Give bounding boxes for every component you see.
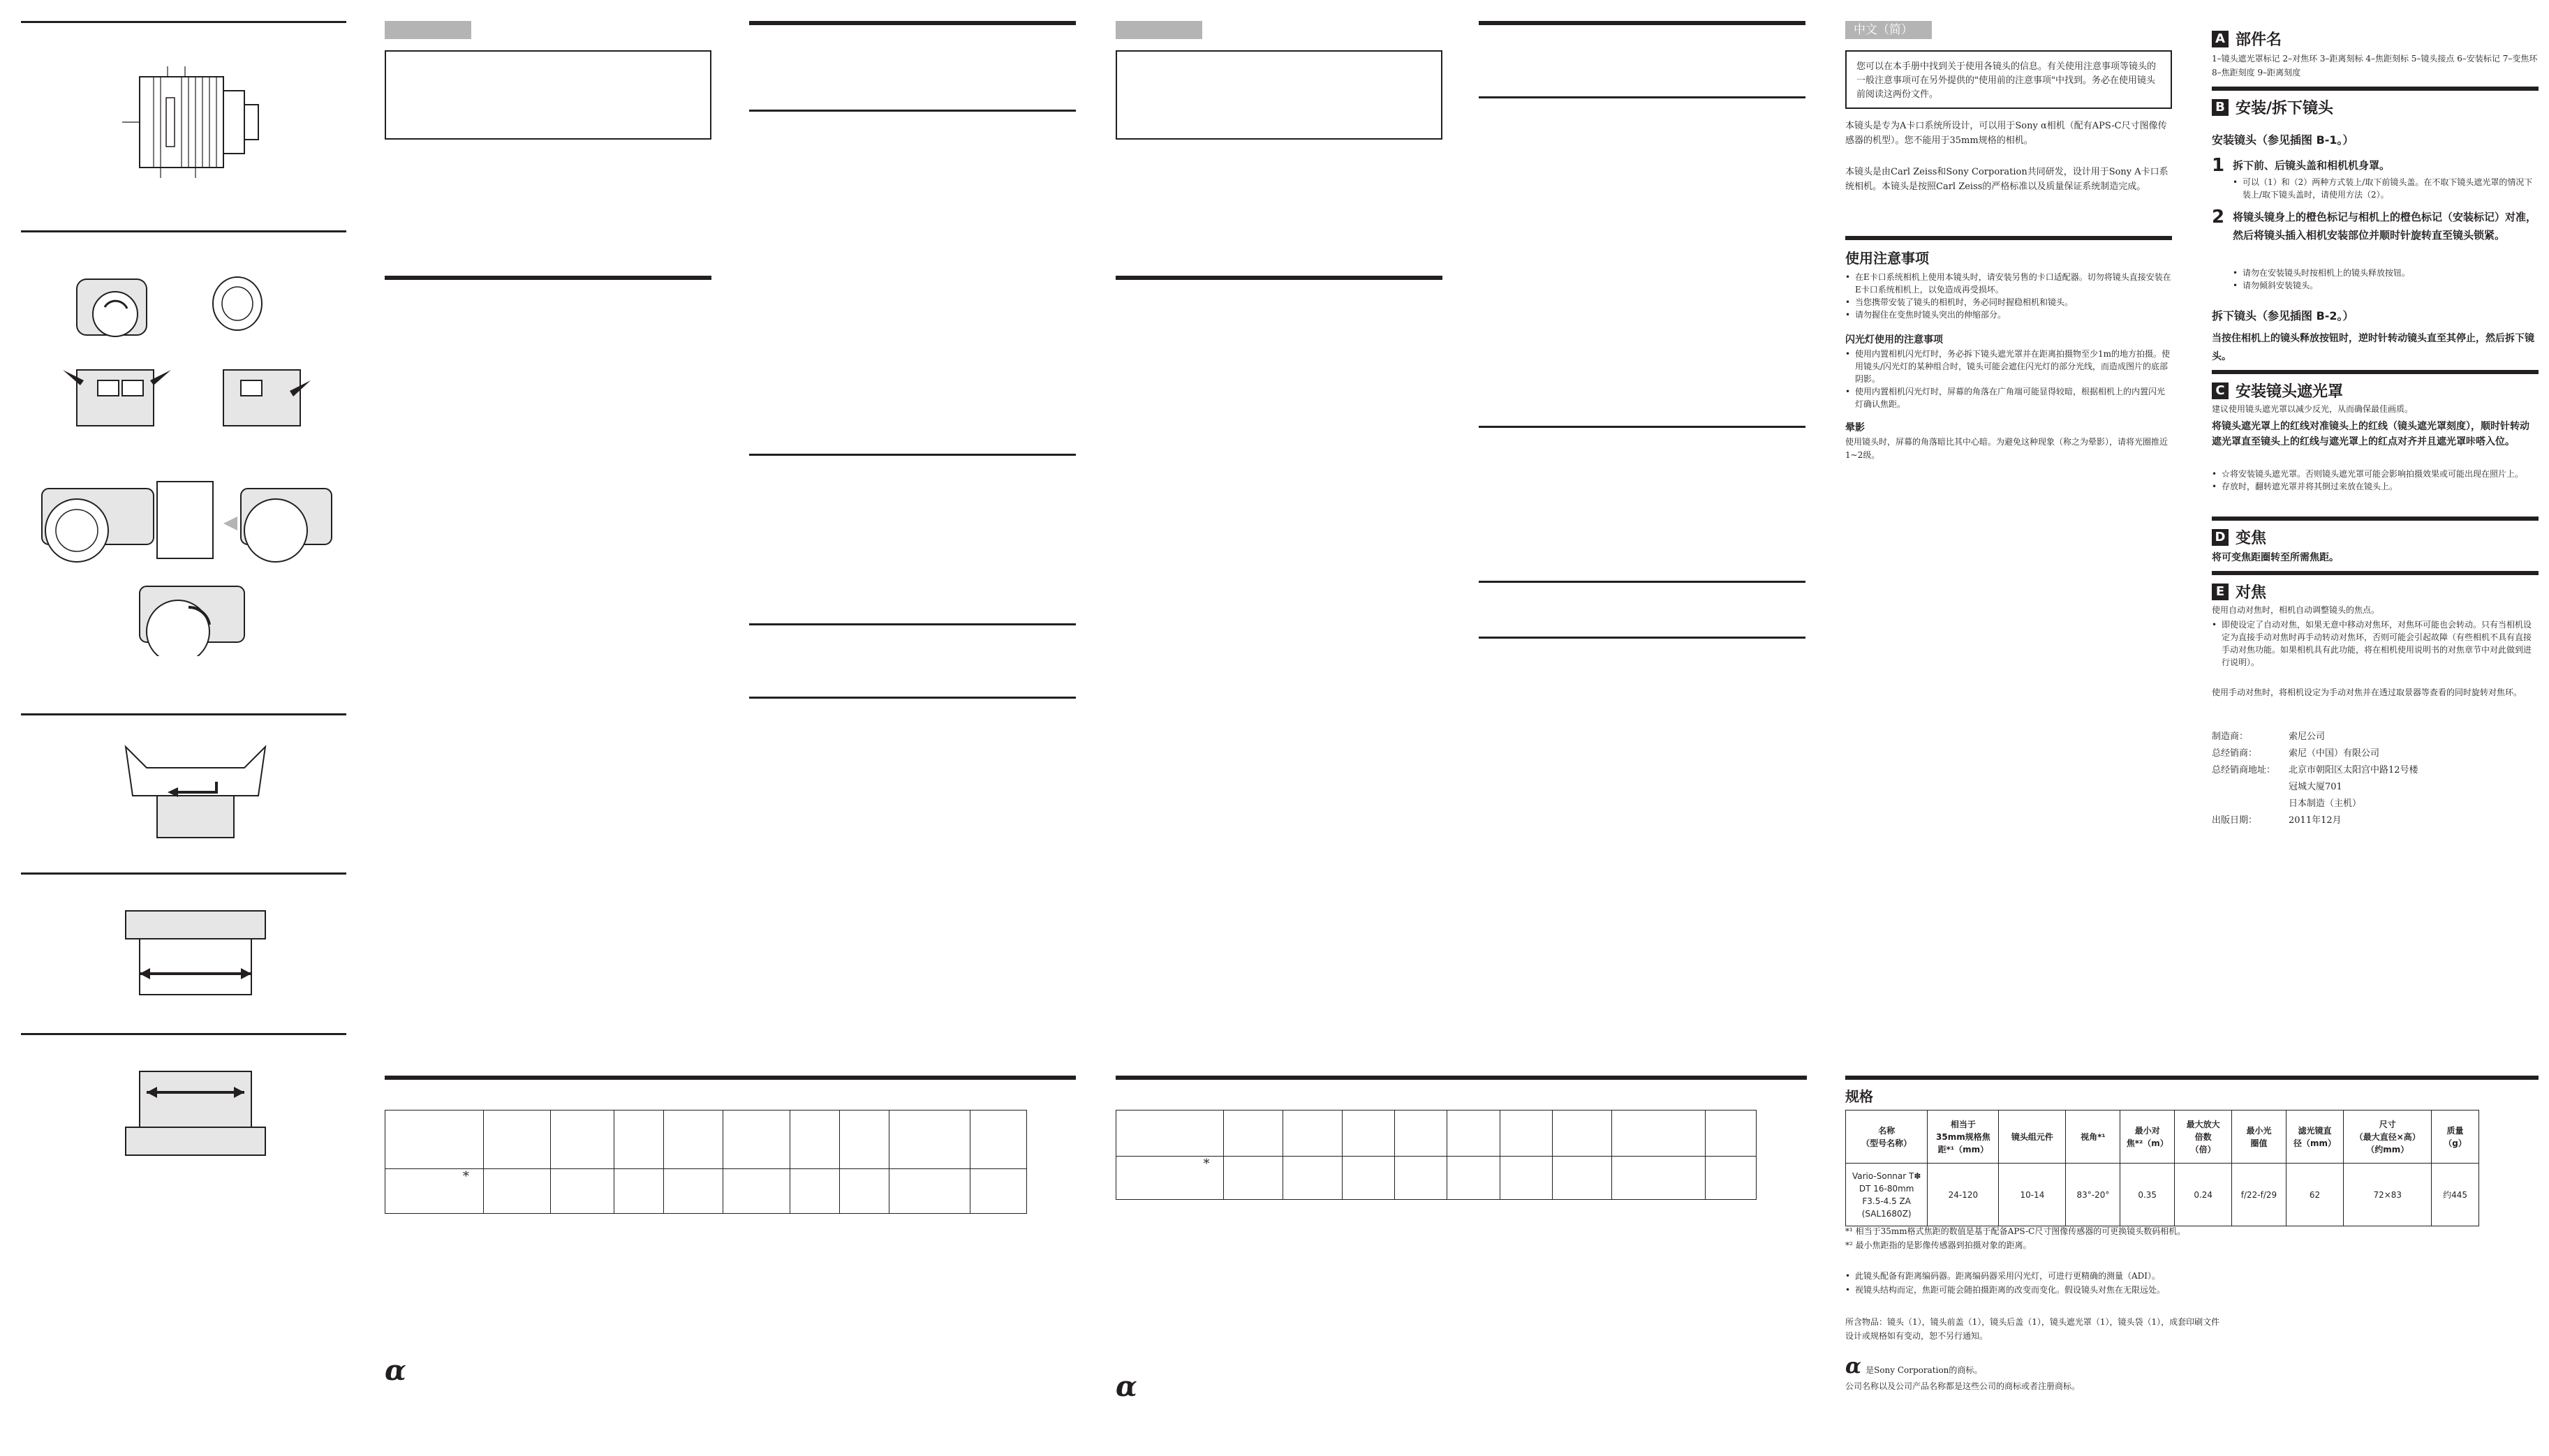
blank-box <box>1116 50 1442 140</box>
divider <box>749 697 1076 699</box>
divider <box>749 21 1076 25</box>
spec-cell: 24-120 <box>1928 1164 1999 1226</box>
divider <box>385 276 711 280</box>
lens-parts-illustration <box>112 63 293 188</box>
mount-heading <box>2212 96 2333 118</box>
list-item: • 此镜头配备有距离编码器。距离编码器采用闪光灯，可进行更精确的测量（ADI）。 <box>1845 1269 2539 1283</box>
hood-instruction: 将镜头遮光罩上的红线对准镜头上的红线（镜头遮光罩刻度），顺时针转动遮光罩直至镜头上的红线与遮光罩上的红点对齐并且遮光罩咔嗒入位。 <box>2212 421 2529 447</box>
divider <box>2212 87 2539 91</box>
trademark-line <box>1845 1354 1982 1379</box>
divider <box>1116 276 1442 280</box>
label: 出版日期： <box>2212 815 2258 826</box>
divider <box>1479 581 1805 583</box>
hood-notes <box>2212 468 2539 493</box>
step-1-notes <box>2233 176 2539 201</box>
spec-header: 相当于 35mm规格焦 距*¹（mm） <box>1928 1110 1999 1164</box>
hood-text: 建议使用镜头遮光罩以减少反光，从而确保最佳画质。 <box>2212 404 2414 414</box>
divider <box>749 454 1076 456</box>
lens-hood-illustration <box>119 740 272 845</box>
attach-lens-illustration <box>28 475 342 656</box>
spec-header: 最小对 焦*²（m） <box>2120 1110 2175 1164</box>
blank-tab <box>385 21 471 39</box>
included-text: 所含物品：镜头（1），镜头前盖（1），镜头后盖（1），镜头遮光罩（1），镜头袋（1），成套印刷文件 <box>1845 1317 2220 1327</box>
divider <box>2212 370 2539 374</box>
spec-header: 质量 （g） <box>2432 1110 2479 1164</box>
divider <box>1479 637 1805 639</box>
alpha-logo: α <box>385 1354 406 1387</box>
parts-heading <box>2212 28 2282 50</box>
footnote: *² 最小焦距指的是影像传感器到拍摄对象的距离。 <box>1845 1240 2032 1250</box>
spec-cell: 72×83 <box>2344 1164 2432 1226</box>
language-tab: 中文（简） <box>1845 21 1932 39</box>
spec-header: 镜头组元件 <box>1999 1110 2066 1164</box>
detach-text: 当按住相机上的镜头释放按钮时，逆时针转动镜头直至其停止，然后拆下镜头。 <box>2212 333 2534 362</box>
divider <box>2212 517 2539 521</box>
spec-cell: f/22-f/29 <box>2232 1164 2286 1226</box>
divider <box>1845 1076 2539 1080</box>
list-item: • 视镜头结构而定，焦距可能会随拍摄距离的改变而变化。假设镜头对焦在无限远处。 <box>1845 1283 2539 1297</box>
hood-title: 安装镜头遮光罩 <box>2236 383 2344 401</box>
value: 索尼公司 <box>2289 731 2326 742</box>
divider <box>21 230 346 232</box>
divider <box>749 110 1076 112</box>
divider <box>21 21 346 23</box>
alpha-logo: α <box>1116 1370 1137 1403</box>
spec-table <box>1845 1110 2479 1226</box>
divider <box>1479 96 1805 98</box>
list-item: • 请勿倾斜安装镜头。 <box>2233 279 2539 292</box>
attach-title: 安装镜头（参见插图 B-1。） <box>2212 133 2354 147</box>
divider <box>21 1033 346 1035</box>
footnote: *¹ 相当于35mm格式焦距的数值是基于配备APS-C尺寸图像传感器的可更换镜头数码相机。 <box>1845 1226 2186 1236</box>
divider <box>1845 236 2172 240</box>
flash-list <box>1845 348 2172 410</box>
section-badge: A <box>2212 31 2229 47</box>
parts-text: 1–镜头遮光罩标记 2–对焦环 3–距离刻标 4–焦距刻标 5–镜头接点 6–安装标记 7–变焦环 8–焦距刻度 9–距离刻度 <box>2212 54 2538 77</box>
manual-focus-text: 使用手动对焦时，将相机设定为手动对焦并在透过取景器等查看的同时旋转对焦环。 <box>2212 688 2522 697</box>
blank-table <box>385 1110 1027 1214</box>
focus-notes <box>2212 618 2539 669</box>
spec-cell: 83°-20° <box>2066 1164 2120 1226</box>
spec-items <box>1845 1269 2539 1297</box>
spec-cell: 10-14 <box>1999 1164 2066 1226</box>
list-item: • ☆将安装镜头遮光罩。否则镜头遮光罩可能会影响拍摄效果或可能出现在照片上。 <box>2212 468 2539 480</box>
label: 制造商： <box>2212 731 2249 742</box>
flash-title: 闪光灯使用的注意事项 <box>1845 334 1943 346</box>
step-1-text: 拆下前、后镜头盖和相机机身罩。 <box>2233 159 2391 172</box>
spec-header: 最大放大 倍数 （倍） <box>2175 1110 2232 1164</box>
blank-table <box>1116 1110 1757 1200</box>
intro-box <box>1845 50 2172 109</box>
step-2-text: 将镜头镜身上的橙色标记与相机上的橙色标记（安装标记）对准，然后将镜头插入相机安装部位并顺时针旋转直至镜头锁紧。 <box>2233 211 2537 242</box>
focus-title: 对焦 <box>2236 584 2267 602</box>
list-item: • 使用内置相机闪光灯时，务必拆下镜头遮光罩并在距离拍摄物至少1m的地方拍摄。使用镜头/闪光灯的某种组合时，镜头可能会遮住闪光灯的部分光线，而造成图片的底部阴影。 <box>1845 348 2172 385</box>
label: 总经销商： <box>2212 748 2258 759</box>
value: 日本制造（主机） <box>2289 798 2362 809</box>
precautions-title: 使用注意事项 <box>1845 250 1929 267</box>
detach-title: 拆下镜头（参见插图 B-2。） <box>2212 309 2354 322</box>
spec-title: 规格 <box>1845 1088 1873 1105</box>
blank-box <box>385 50 711 140</box>
notice-text: 设计或规格如有变动，恕不另行通知。 <box>1845 1331 1988 1341</box>
focus-heading <box>2212 581 2266 602</box>
section-badge: D <box>2212 529 2229 546</box>
value: 2011年12月 <box>2289 815 2342 826</box>
trademark-text-2: 公司名称以及公司产品名称都是这些公司的商标或者注册商标。 <box>1845 1381 2081 1391</box>
value: 北京市朝阳区太阳宫中路12号楼 <box>2289 765 2418 775</box>
list-item: • 使用内置相机闪光灯时，屏幕的角落在广角端可能显得较暗，根据相机上的内置闪光灯确认焦距。 <box>1845 385 2172 410</box>
divider <box>385 1076 1076 1080</box>
divider <box>1479 426 1805 428</box>
intro-box-text: 您可以在本手册中找到关于使用各镜头的信息。有关使用注意事项等镜头的一般注意事项可在另外提供的"使用前的注意事项"中找到。务必在使用镜头前阅读这两份文件。 <box>1856 61 2157 100</box>
manufacturer-info <box>2212 729 2539 829</box>
list-item: • 存放时，翻转遮光罩并将其倒过来放在镜头上。 <box>2212 480 2539 493</box>
focus-ring-illustration <box>119 1064 272 1162</box>
mount-title: 安装/拆下镜头 <box>2236 100 2334 117</box>
step-2-notes <box>2233 267 2539 292</box>
spec-cell: 62 <box>2286 1164 2344 1226</box>
value: 冠城大厦701 <box>2289 782 2342 792</box>
zoom-text: 将可变焦距圈转至所需焦距。 <box>2212 552 2339 563</box>
list-item: • 在E卡口系统相机上使用本镜头时，请安装另售的卡口适配器。切勿将镜头直接安装在E卡口系统相机上，以免造成再受损坏。 <box>1845 271 2172 296</box>
trademark-text: 是Sony Corporation的商标。 <box>1865 1365 1983 1375</box>
parts-title: 部件名 <box>2236 31 2282 49</box>
footnote-star: * <box>462 1169 469 1184</box>
step-number: 1 <box>2212 155 2225 176</box>
spec-cell: 约445 <box>2432 1164 2479 1226</box>
section-badge: E <box>2212 584 2229 600</box>
intro-paragraph-1: 本镜头是专为A卡口系统所设计，可以用于Sony α相机（配有APS-C尺寸图像传感器的机型）。您不能用于35mm规格的相机。 <box>1845 121 2167 146</box>
zoom-ring-illustration <box>119 904 272 1002</box>
zoom-title: 变焦 <box>2236 530 2267 547</box>
spec-header: 名称 （型号名称） <box>1846 1110 1928 1164</box>
alpha-logo: α <box>1845 1354 1862 1379</box>
spec-header: 视角*¹ <box>2066 1110 2120 1164</box>
spec-notes <box>1845 1224 2539 1252</box>
list-item: • 请勿握住在变焦时镜头突出的伸缩部分。 <box>1845 309 2172 321</box>
list-item: • 当您携带安装了镜头的相机时，务必同时握稳相机和镜头。 <box>1845 296 2172 309</box>
footnote-star: * <box>1203 1157 1210 1171</box>
spec-cell: 0.35 <box>2120 1164 2175 1226</box>
spec-header: 最小光 圈值 <box>2232 1110 2286 1164</box>
label: 总经销商地址： <box>2212 765 2276 775</box>
section-badge: B <box>2212 99 2229 116</box>
divider <box>1479 21 1805 25</box>
section-badge: C <box>2212 382 2229 399</box>
blank-tab <box>1116 21 1202 39</box>
spec-cell: Vario-Sonnar T✽ DT 16-80mm F3.5-4.5 ZA (SAL1680Z) <box>1846 1164 1928 1226</box>
divider <box>2212 571 2539 575</box>
divider <box>1116 1076 1807 1080</box>
divider <box>749 623 1076 625</box>
divider <box>21 713 346 715</box>
divider <box>21 872 346 875</box>
vignette-title: 晕影 <box>1845 422 1865 433</box>
spec-cell: 0.24 <box>2175 1164 2232 1226</box>
step-number: 2 <box>2212 207 2225 228</box>
hood-heading <box>2212 380 2343 401</box>
list-item: • 请勿在安装镜头时按相机上的镜头释放按钮。 <box>2233 267 2539 279</box>
list-item: • 可以（1）和（2）两种方式装上/取下前镜头盖。在不取下镜头遮光罩的情况下装上/取下镜头盖时，请使用方法（2）。 <box>2233 176 2539 201</box>
value: 索尼（中国）有限公司 <box>2289 748 2380 759</box>
precautions-list <box>1845 271 2172 321</box>
zoom-heading <box>2212 526 2266 548</box>
included-items <box>1845 1315 2539 1343</box>
spec-header: 尺寸 （最大直径×高） （约mm） <box>2344 1110 2432 1164</box>
list-item: • 即使设定了自动对焦，如果无意中移动对焦环，对焦环可能也会转动。只有当相机设定为直接手动对焦时再手动转动对焦环，否则可能会引起故障（有些相机不具有直接手动对焦功能。如果相机具有此功能，将在相机使用说明书的对焦章节中对此做到进行说明）。 <box>2212 618 2539 669</box>
spec-header: 滤光镜直 径（mm） <box>2286 1110 2344 1164</box>
focus-text: 使用自动对焦时，相机自动调整镜头的焦点。 <box>2212 605 2380 615</box>
vignette-text: 使用镜头时，屏幕的角落暗比其中心暗。为避免这种现象（称之为晕影），请将光圈推近1~2级。 <box>1845 437 2169 460</box>
lens-cap-illustration <box>63 265 314 433</box>
intro-paragraph-2: 本镜头是由Carl Zeiss和Sony Corporation共同研发，设计用于Sony A卡口系统相机。本镜头是按照Carl Zeiss的严格标准以及质量保证系统制造完成。 <box>1845 167 2169 192</box>
